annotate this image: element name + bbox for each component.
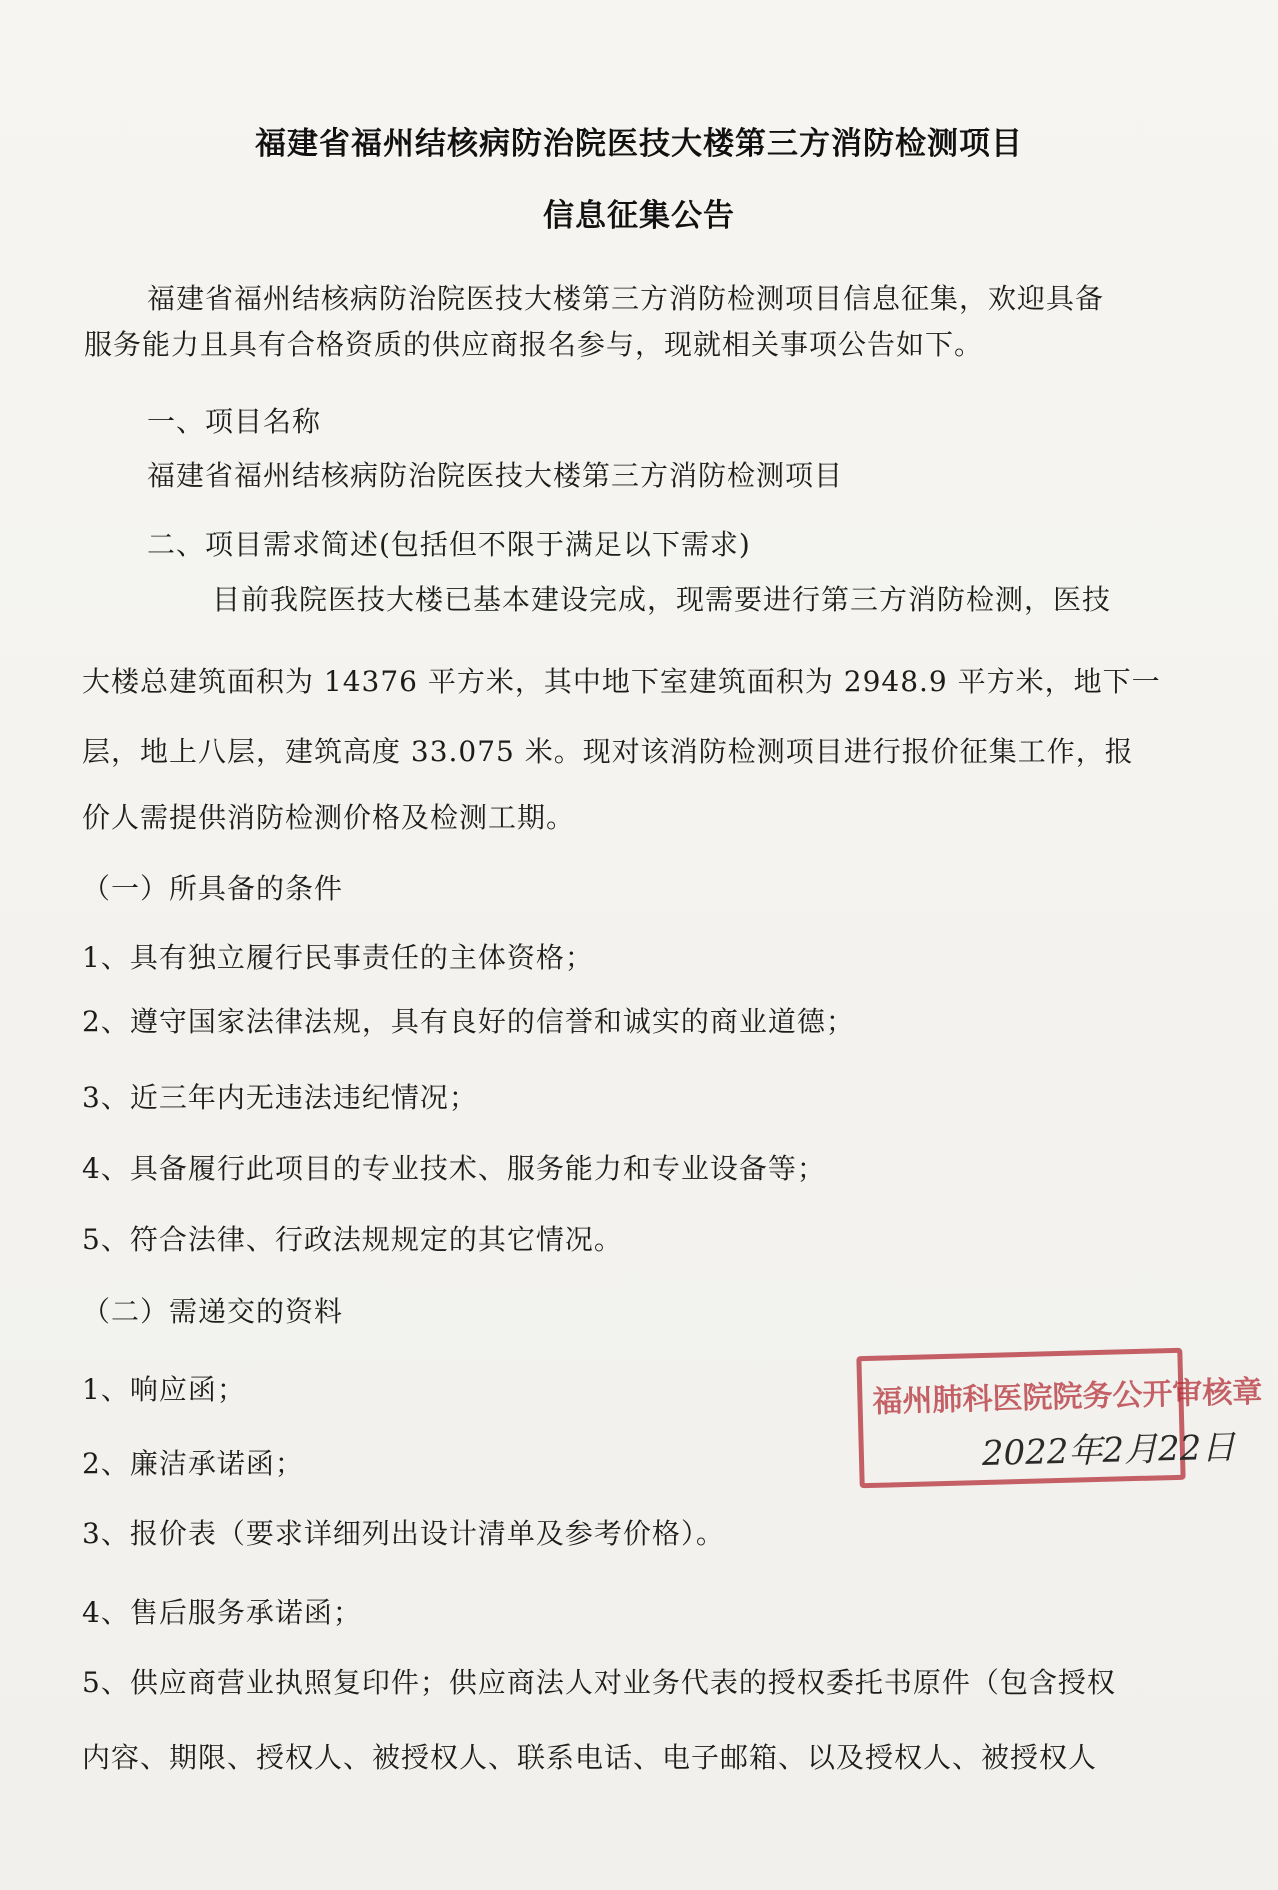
stamp-handwritten-date: 2022年2月22日 xyxy=(981,1427,1236,1475)
condition-item-4: 4、具备履行此项目的专业技术、服务能力和专业设备等； xyxy=(82,1152,826,1185)
requirements-paragraph-line2: 大楼总建筑面积为 14376 平方米，其中地下室建筑面积为 2948.9 平方米，地下一 xyxy=(82,665,1161,698)
section-heading-requirements: 二、项目需求简述(包括但不限于满足以下需求) xyxy=(147,528,751,561)
material-item-2: 2、廉洁承诺函； xyxy=(82,1447,304,1480)
subsection-heading-conditions: （一）所具备的条件 xyxy=(82,872,344,905)
material-item-4: 4、售后服务承诺函； xyxy=(82,1596,362,1629)
subsection-heading-materials: （二）需递交的资料 xyxy=(82,1295,344,1328)
condition-item-2: 2、遵守国家法律法规，具有良好的信誉和诚实的商业道德； xyxy=(82,1005,855,1038)
intro-paragraph-line2: 服务能力且具有合格资质的供应商报名参与，现就相关事项公告如下。 xyxy=(84,328,984,361)
condition-item-1: 1、具有独立履行民事责任的主体资格； xyxy=(82,941,594,974)
document-title-line1: 福建省福州结核病防治院医技大楼第三方消防检测项目 xyxy=(255,126,1023,162)
material-item-3: 3、报价表（要求详细列出设计清单及参考价格）。 xyxy=(82,1517,725,1550)
material-item-1: 1、响应函； xyxy=(82,1373,246,1406)
project-name-text: 福建省福州结核病防治院医技大楼第三方消防检测项目 xyxy=(147,459,844,492)
requirements-paragraph-line4: 价人需提供消防检测价格及检测工期。 xyxy=(82,801,576,834)
material-item-5-line2: 内容、期限、授权人、被授权人、联系电话、电子邮箱、以及授权人、被授权人 xyxy=(82,1741,1098,1774)
intro-paragraph-line1: 福建省福州结核病防治院医技大楼第三方消防检测项目信息征集，欢迎具备 xyxy=(147,282,1105,315)
approval-stamp xyxy=(856,1348,1263,1488)
stamp-text: 福州肺科医院院务公开审核章 xyxy=(872,1374,1263,1420)
requirements-paragraph-line1: 目前我院医技大楼已基本建设完成，现需要进行第三方消防检测，医技 xyxy=(212,583,1112,616)
section-heading-project-name: 一、项目名称 xyxy=(147,405,322,438)
requirements-paragraph-line3: 层，地上八层，建筑高度 33.075 米。现对该消防检测项目进行报价征集工作，报 xyxy=(82,735,1134,768)
material-item-5-line1: 5、供应商营业执照复印件；供应商法人对业务代表的授权委托书原件（包含授权 xyxy=(82,1666,1116,1699)
document-title-line2: 信息征集公告 xyxy=(543,198,735,234)
condition-item-5: 5、符合法律、行政法规规定的其它情况。 xyxy=(82,1223,623,1256)
condition-item-3: 3、近三年内无违法违纪情况； xyxy=(82,1081,478,1114)
